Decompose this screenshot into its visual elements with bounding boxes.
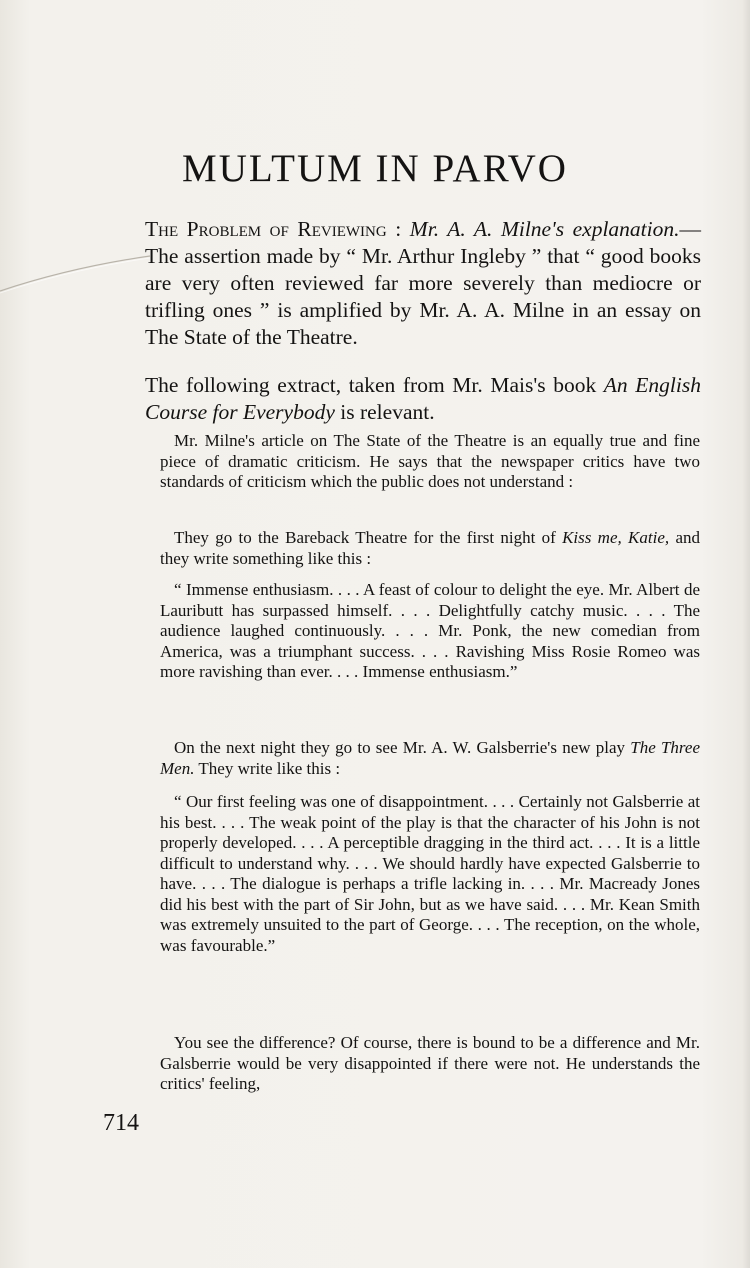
- play-title-three-men: The Three Men.: [160, 738, 701, 778]
- paper-crease: [0, 236, 150, 296]
- book-title: An English Course for Everybody: [145, 373, 701, 424]
- quote-paragraph-5: “ Our first feeling was one of disappointment. . . . Certainly not Galsberrie at his best. . . . The weak point of the play is that the character of his John is not properly developed. . . . A perceptible dragging in the third act. . . . It is a little difficult to understand why. . . . We should hardly have expected Galsberrie to have. . . . The dialogue is perhaps a trifle lacking in. . . . Mr. Macready Jones did his best with the part of Sir John, but as we have said. . . . Mr. Kean Smith was extremely unsuited to the part of George. . . . The reception, on the whole, was favourable.”: [160, 792, 700, 955]
- play-title-kiss-me-katie: Kiss me, Katie,: [562, 528, 670, 547]
- quote-paragraph-3: “ Immense enthusiasm. . . . A feast of colour to delight the eye. Mr. Albert de Lauributt has surpassed himself. . . . Delightfully catchy music. . . . The audience laughed continuously. . . . Mr. Ponk, the new comedian from America, was a triumphant success. . . . Ravishing Miss Rosie Romeo was more ravishing than ever. . . . Immense enthusiasm.”: [160, 580, 700, 681]
- section-heading: The Problem of Reviewing: [145, 217, 387, 241]
- intro-text-end: is relevant.: [334, 400, 435, 424]
- quote-paragraph-2: They go to the Bareback Theatre for the first night of Kiss me, Katie, and they write something like this :: [160, 528, 700, 568]
- intro-paragraph: [145, 372, 701, 426]
- page-title: MULTUM IN PARVO: [182, 147, 568, 190]
- page-number: 714: [103, 1110, 139, 1136]
- quote-paragraph-1: Mr. Milne's article on The State of the Theatre is an equally true and fine piece of dramatic criticism. He says that the newspaper critics have two standards of criticism which the public does not understand :: [160, 431, 700, 491]
- quote-paragraph-4: On the next night they go to see Mr. A. W. Galsberrie's new play The Three Men. They write like this :: [160, 738, 701, 778]
- lead-paragraph-text: —The assertion made by “ Mr. Arthur Ingleby ” that “ good books are very often reviewed far more severely than mediocre or trifling ones ” is amplified by Mr. A. A. Milne in an essay on The State of the Theatre.: [145, 217, 701, 349]
- intro-text: The following extract, taken from Mr. Mais's book: [145, 373, 604, 397]
- page-edge-shadow: [742, 0, 750, 1268]
- heading-separator: :: [386, 217, 410, 241]
- section-subheading: Mr. A. A. Milne's explanation.: [409, 217, 680, 241]
- lead-paragraph: [145, 216, 701, 351]
- quote-paragraph-6: You see the difference? Of course, there is bound to be a difference and Mr. Galsberrie would be very disappointed if there were not. He understands the critics' feeling,: [160, 1033, 700, 1093]
